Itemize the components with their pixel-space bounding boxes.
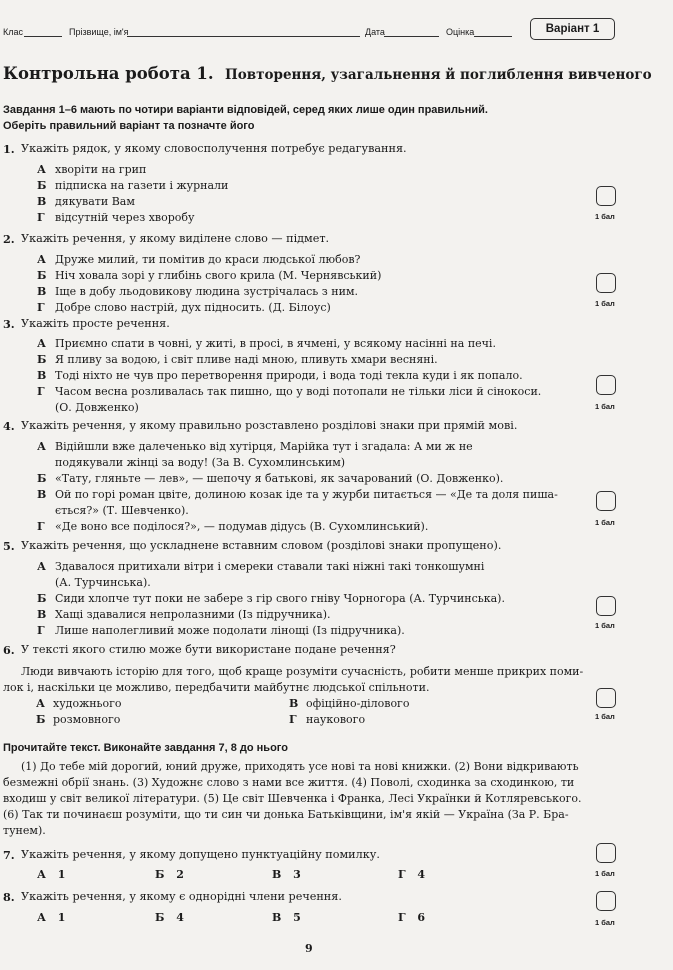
option-letter[interactable]: А (37, 560, 46, 573)
question-text: Укажіть речення, що ускладнене вставним словом (розділові знаки пропущено). (21, 539, 502, 552)
option-letter[interactable]: Г (37, 520, 45, 533)
option-text[interactable]: Здавалося притихали вітри і смереки ставали такі ніжні такі тонкошумні (55, 560, 485, 573)
option-choice[interactable]: Б 4 (155, 911, 184, 924)
option-text[interactable]: хворіти на грип (55, 163, 147, 176)
option-text[interactable]: офіційно-ділового (306, 697, 410, 710)
answer-box[interactable] (596, 375, 616, 395)
option-text[interactable]: наукового (306, 713, 366, 726)
points-label: 1 бал (595, 518, 615, 527)
option-letter[interactable]: А (36, 697, 45, 710)
option-text[interactable]: дякувати Вам (55, 195, 135, 208)
option-text[interactable]: (А. Турчинська). (55, 576, 151, 589)
answer-box[interactable] (596, 843, 616, 863)
option-letter[interactable]: Б (36, 713, 46, 726)
option-letter[interactable]: А (37, 337, 46, 350)
points-label: 1 бал (595, 212, 615, 221)
question-text: Укажіть просте речення. (21, 317, 170, 330)
option-text[interactable]: Друже милий, ти помітив до краси людської любов? (55, 253, 361, 266)
option-choice[interactable]: Г 6 (398, 911, 426, 924)
points-label: 1 бал (595, 712, 615, 721)
question-text: Укажіть речення, у якому виділене слово — підмет. (21, 232, 330, 245)
date-label: Дата (365, 27, 385, 37)
points-label: 1 бал (595, 402, 615, 411)
reading-line: безмежні обрії знань. (3) Художнє слово з нами все життя. (4) Поволі, сходинка за сходинкою, ти (3, 776, 575, 789)
grade-label: Оцінка (446, 27, 475, 37)
option-choice[interactable]: Б 2 (155, 868, 184, 881)
answer-box[interactable] (596, 186, 616, 206)
question-text: Укажіть речення, у якому є однорідні члени речення. (21, 890, 342, 903)
answer-box[interactable] (596, 688, 616, 708)
option-text[interactable]: підписка на газети і журнали (55, 179, 229, 192)
question-number: 6. (3, 643, 15, 657)
option-letter[interactable]: В (37, 195, 47, 208)
option-text[interactable]: ється?» (Т. Шевченко). (55, 504, 189, 517)
option-choice[interactable]: А 1 (37, 911, 66, 924)
option-text[interactable]: Відійшли вже далеченько від хутірця, Марійка тут і згадала: А ми ж не (55, 440, 473, 453)
option-letter[interactable]: А (37, 253, 46, 266)
option-letter[interactable]: В (37, 285, 47, 298)
option-letter[interactable]: В (37, 488, 47, 501)
option-choice[interactable]: В 5 (272, 911, 301, 924)
grade-field[interactable] (474, 36, 512, 37)
option-letter[interactable]: Г (37, 624, 45, 637)
option-letter[interactable]: Б (37, 592, 47, 605)
instruction-line-2: Оберіть правильний варіант та позначте його (3, 120, 255, 132)
option-choice[interactable]: В 3 (272, 868, 301, 881)
question-text: Укажіть речення, у якому допущено пунктуаційну помилку. (21, 848, 380, 861)
option-letter[interactable]: Б (37, 472, 47, 485)
option-text[interactable]: Приємно спати в човні, у житі, в просі, в ячмені, у всякому насінні на печі. (55, 337, 496, 350)
option-text[interactable]: розмовного (53, 713, 121, 726)
option-letter[interactable]: Б (37, 269, 47, 282)
option-text[interactable]: «Тату, гляньте — лев», — шепочу я батькові, як зачарований (О. Довженко). (55, 472, 504, 485)
question-paragraph-line: Люди вивчають історію для того, щоб краще розуміти сучасність, робити менше прикрих поми- (21, 665, 584, 678)
option-choice[interactable]: Г 4 (398, 868, 426, 881)
option-text[interactable]: відсутній через хворобу (55, 211, 195, 224)
reading-instruction: Прочитайте текст. Виконайте завдання 7, 8 до нього (3, 742, 288, 754)
answer-box[interactable] (596, 273, 616, 293)
option-text[interactable]: Іще в добу льодовикову людина зустрічалась з ним. (55, 285, 358, 298)
option-letter[interactable]: А (37, 163, 46, 176)
option-text[interactable]: Часом весна розливалась так пишно, що у воді потопали не тільки ліси й сінокоси. (55, 385, 542, 398)
option-text[interactable]: Тоді ніхто не чув про перетворення природи, і вода тоді текла куди і як попало. (55, 369, 523, 382)
name-field[interactable] (127, 36, 360, 37)
points-label: 1 бал (595, 299, 615, 308)
reading-line: входиш у світ великої літератури. (5) Це світ Шевченка і Франка, Лесі Українки й Котляревського. (3, 792, 582, 805)
points-label: 1 бал (595, 621, 615, 630)
page-number: 9 (305, 942, 313, 955)
question-number: 1. (3, 142, 15, 156)
question-number: 4. (3, 419, 15, 433)
answer-box[interactable] (596, 596, 616, 616)
points-label: 1 бал (595, 918, 615, 927)
option-text[interactable]: Хащі здавалися непролазними (Із підручника). (55, 608, 331, 621)
question-number: 5. (3, 539, 15, 553)
option-letter[interactable]: В (289, 697, 299, 710)
reading-line: (1) До тебе мій дорогий, юний друже, приходять усе нові та нові книжки. (2) Вони відкривають (21, 760, 579, 773)
question-text: Укажіть рядок, у якому словосполучення потребує редагування. (21, 142, 407, 155)
page-subtitle: Повторення, узагальнення й поглиблення вивченого (225, 67, 652, 83)
option-text[interactable]: Ніч ховала зорі у глибінь свого крила (М. Чернявський) (55, 269, 382, 282)
date-field[interactable] (384, 36, 439, 37)
option-text[interactable]: подякували жінці за воду! (За В. Сухомлинським) (55, 456, 346, 469)
option-letter[interactable]: В (37, 369, 47, 382)
answer-box[interactable] (596, 891, 616, 911)
question-number: 7. (3, 848, 15, 862)
option-letter[interactable]: Г (37, 211, 45, 224)
option-text[interactable]: Ой по горі роман цвіте, долиною козак іде та у журби питається — «Де та доля пиша- (55, 488, 558, 501)
option-letter[interactable]: Г (37, 301, 45, 314)
variant-badge: Варіант 1 (530, 18, 615, 40)
option-letter[interactable]: В (37, 608, 47, 621)
answer-box[interactable] (596, 491, 616, 511)
option-letter[interactable]: Г (37, 385, 45, 398)
reading-line: (6) Так ти починаєш розуміти, що ти син чи донька Батьківщини, ім'я якій — Україна (За Р. Бра- (3, 808, 569, 821)
option-letter[interactable]: Б (37, 179, 47, 192)
option-letter[interactable]: Б (37, 353, 47, 366)
option-text[interactable]: (О. Довженко) (55, 401, 139, 414)
reading-line: тунем). (3, 824, 46, 837)
option-text[interactable]: Лише наполегливий може подолати лінощі (Із підручника). (55, 624, 405, 637)
question-text: Укажіть речення, у якому правильно розставлено розділові знаки при прямій мові. (21, 419, 518, 432)
page-title: Контрольна робота 1. (3, 64, 214, 83)
class-label: Клас (3, 27, 23, 37)
name-label: Прізвище, ім'я (69, 27, 129, 37)
option-letter[interactable]: А (37, 440, 46, 453)
option-text[interactable]: «Де воно все поділося?», — подумав дідусь (В. Сухомлинський). (55, 520, 429, 533)
points-label: 1 бал (595, 869, 615, 878)
option-text[interactable]: Добре слово настрій, дух підносить. (Д. Білоус) (55, 301, 331, 314)
instruction-line-1: Завдання 1–6 мають по чотири варіанти відповідей, серед яких лише один правильний. (3, 104, 488, 116)
question-number: 3. (3, 317, 15, 331)
question-number: 2. (3, 232, 15, 246)
option-text[interactable]: художнього (53, 697, 122, 710)
question-text: У тексті якого стилю може бути використане подане речення? (21, 643, 396, 656)
class-field[interactable] (24, 36, 62, 37)
question-number: 8. (3, 890, 15, 904)
question-paragraph-line: лок і, наскільки це можливо, передбачити майбутнє людської спільноти. (3, 681, 430, 694)
option-text[interactable]: Сиди хлопче тут поки не забере з гір свого гніву Чорногора (А. Турчинська). (55, 592, 505, 605)
option-text[interactable]: Я пливу за водою, і світ пливе наді мною, пливуть хмари весняні. (55, 353, 438, 366)
option-letter[interactable]: Г (289, 713, 297, 726)
option-choice[interactable]: А 1 (37, 868, 66, 881)
